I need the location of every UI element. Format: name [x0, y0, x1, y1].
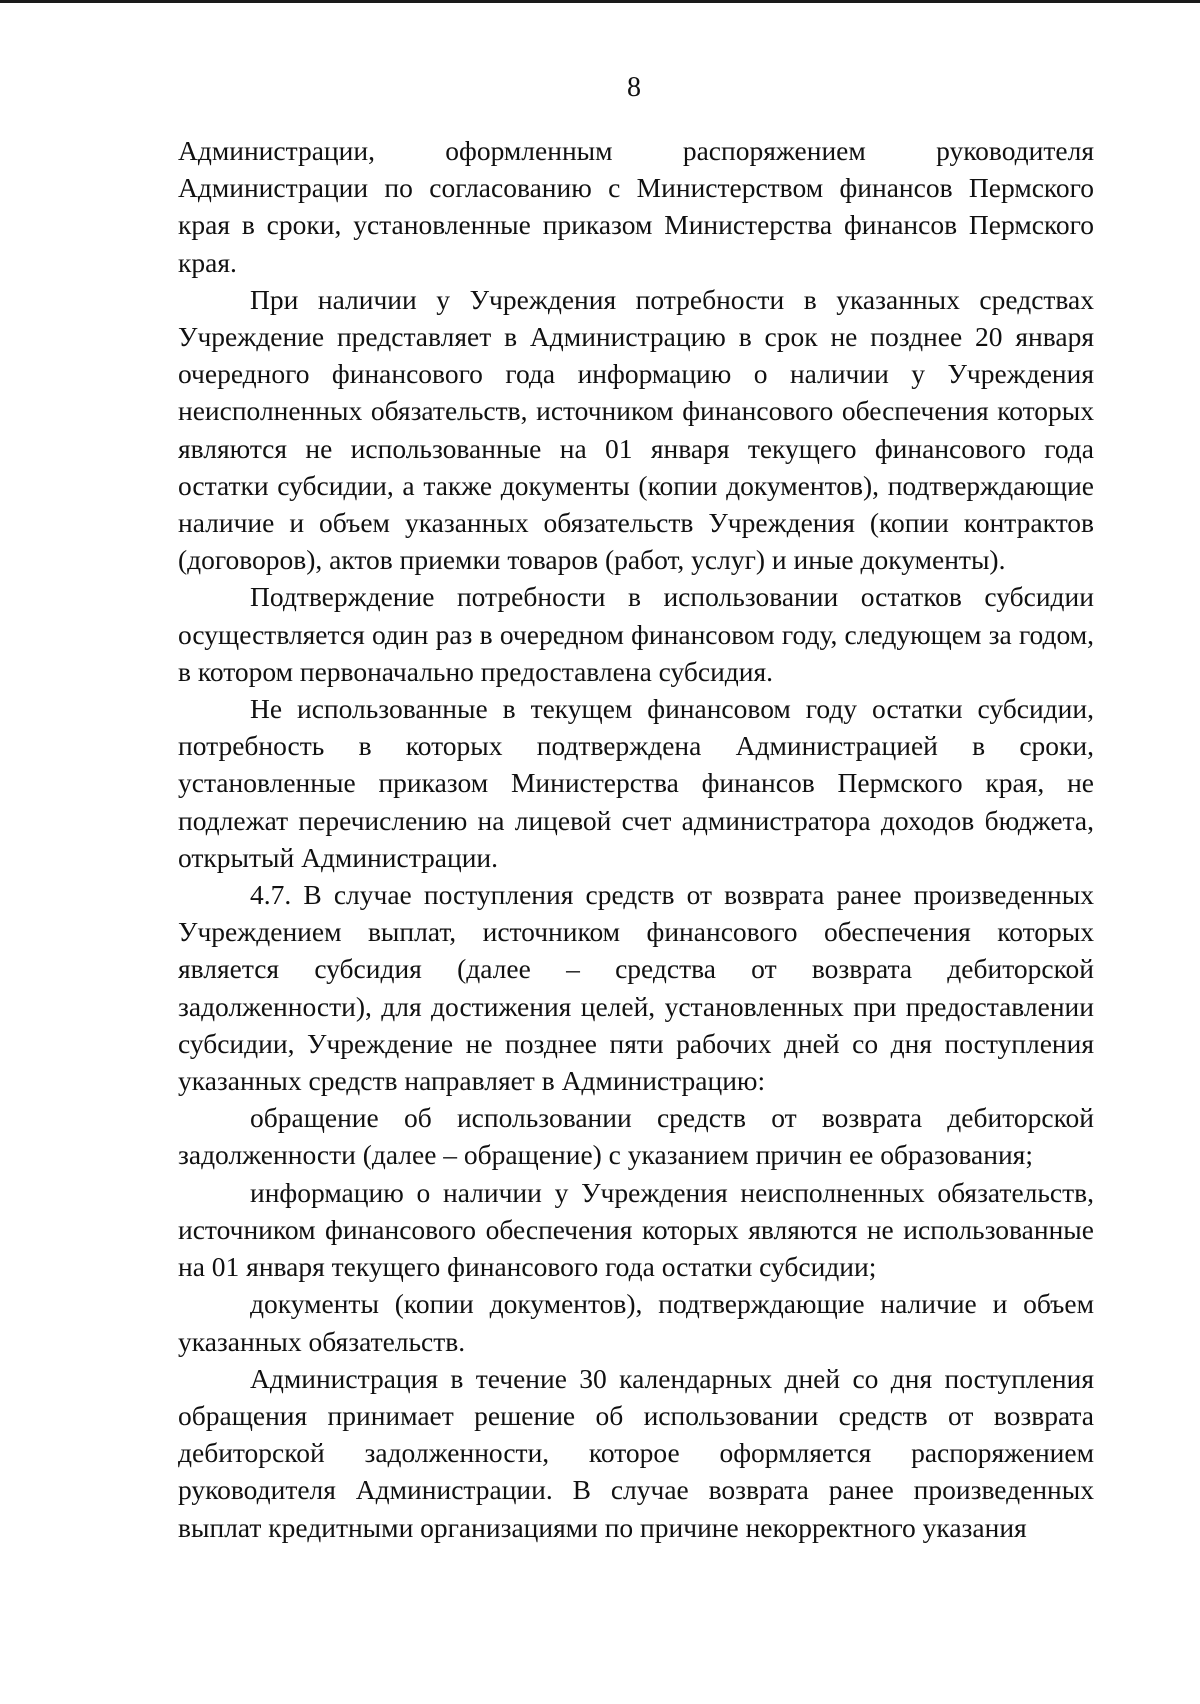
paragraph-confirmation: Подтверждение потребности в использовании остатков субсидии осуществляется один раз в очередном финансовом году, следующем за годом, в котором первоначально предоставлена субсидия.: [178, 581, 1094, 687]
paragraph-unused-balances: Не использованные в текущем финансовом году остатки субсидии, потребность в которых подтверждена Администрацией в сроки, установленные приказом Министерства финансов Пермского края, не подлежат перечислению на лицевой счет администратора доходов бюджета, открытый Администрации.: [178, 693, 1094, 873]
list-item-information: информацию о наличии у Учреждения неисполненных обязательств, источником финансового обеспечения которых являются не использованные на 01 января текущего финансового года остатки субсидии;: [178, 1176, 1094, 1283]
list-item-documents: документы (копии документов), подтверждающие наличие и объем указанных обязательств.: [178, 1288, 1094, 1357]
list-item-request: обращение об использовании средств от возврата дебиторской задолженности (далее – обращение) с указанием причин ее образования;: [178, 1102, 1094, 1171]
document-body: [178, 132, 1094, 1546]
paragraph-clause-4-7: 4.7. В случае поступления средств от возврата ранее произведенных Учреждением выплат, источником финансового обеспечения которых является субсидия (далее – средства от возврата дебиторской задолженности), для достижения целей, установленных при предоставлении субсидии, Учреждение не позднее пяти рабочих дней со дня поступления указанных средств направляет в Администрацию:: [178, 879, 1094, 1097]
paragraph-need-for-funds: При наличии у Учреждения потребности в указанных средствах Учреждение представляет в Администрацию в срок не позднее 20 января очередного финансового года информацию о наличии у Учреждения неисполненных обязательств, источником финансового обеспечения которых являются не использованные на 01 января текущего финансового года остатки субсидии, а также документы (копии документов), подтверждающие наличие и объем указанных обязательств Учреждения (копии контрактов (договоров), актов приемки товаров (работ, услуг) и иные документы).: [178, 283, 1094, 576]
page-number: 8: [627, 72, 641, 103]
paragraph-continuation: Администрации, оформленным распоряжением руководителя Администрации по согласованию с Министерством финансов Пермского края в сроки, установленные приказом Министерства финансов Пермского края.: [178, 135, 1094, 278]
page-top-edge: [0, 0, 1200, 3]
paragraph-administration-decision: Администрация в течение 30 календарных дней со дня поступления обращения принимает решение об использовании средств от возврата дебиторской задолженности, которое оформляется распоряжением руководителя Администрации. В случае возврата ранее произведенных выплат кредитными организациями по причине некорректного указания: [178, 1362, 1094, 1543]
